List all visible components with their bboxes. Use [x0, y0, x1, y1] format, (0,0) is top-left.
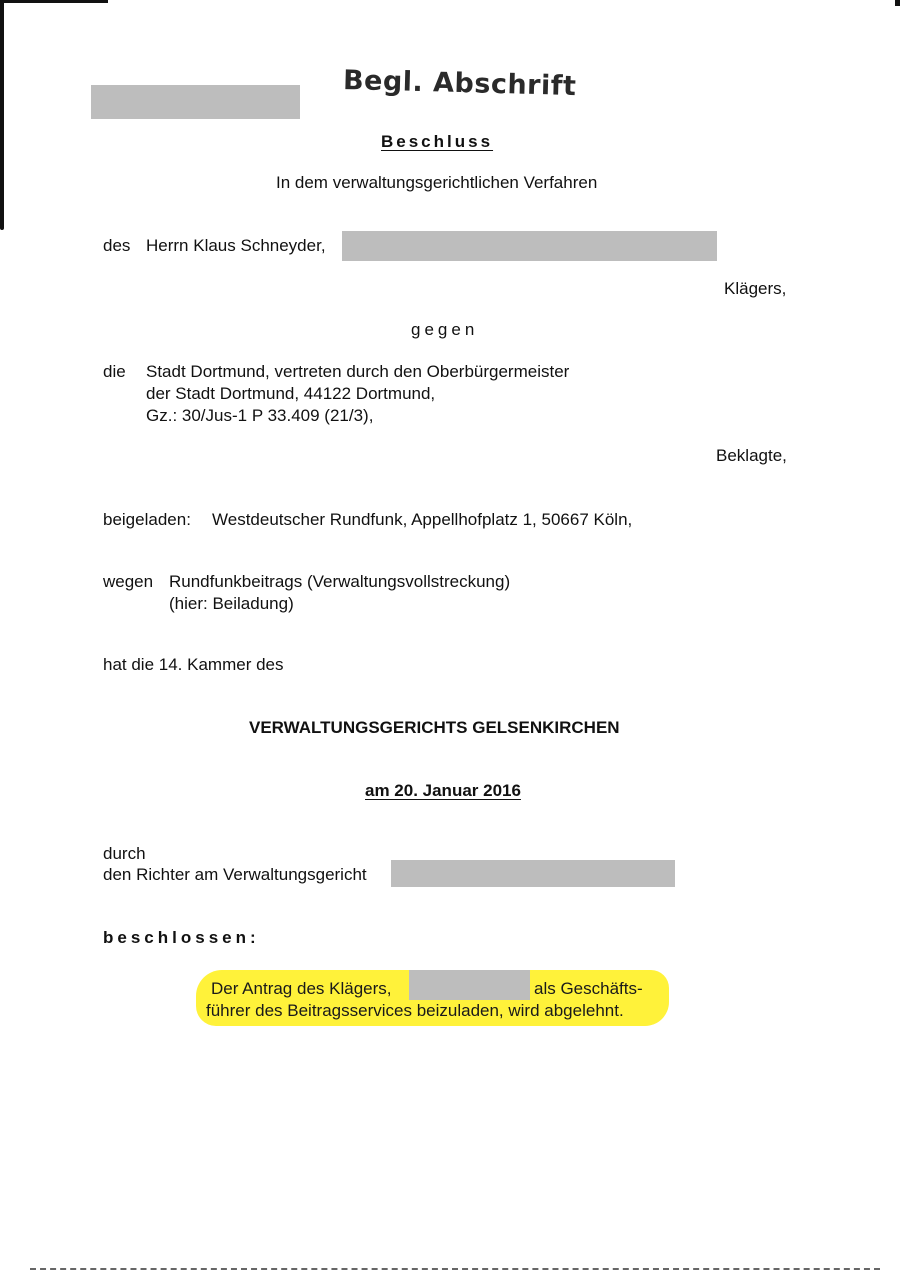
versus-text: gegen: [411, 320, 479, 339]
redacted-ruling-name: [409, 970, 530, 1000]
ruling-part-1: Der Antrag des Klägers,: [211, 979, 392, 998]
decided-heading: beschlossen:: [103, 928, 260, 947]
defendant-prefix: die: [103, 362, 126, 381]
court-name: VERWALTUNGSGERICHTS GELSENKIRCHEN: [249, 718, 620, 737]
intro-text: In dem verwaltungsgerichtlichen Verfahren: [276, 173, 598, 192]
subject-label: wegen: [103, 572, 154, 591]
defendant-line-2: der Stadt Dortmund, 44122 Dortmund,: [146, 384, 436, 403]
defendant-role: Beklagte,: [716, 446, 787, 465]
scan-edge-corner: [895, 0, 900, 6]
document-title: Beschluss: [381, 132, 494, 151]
judge-line-1: durch: [103, 844, 146, 863]
joined-party-value: Westdeutscher Rundfunk, Appellhofplatz 1, 50667 Köln,: [212, 510, 633, 529]
scan-edge-left: [0, 0, 4, 230]
joined-party-label: beigeladen:: [103, 510, 191, 529]
redacted-plaintiff-address: [342, 231, 717, 261]
decision-date: am 20. Januar 2016: [365, 781, 521, 800]
judge-line-2: den Richter am Verwaltungsgericht: [103, 865, 367, 884]
ruling-line-2: führer des Beitragsservices beizuladen, wird abgelehnt.: [206, 1001, 624, 1020]
subject-line-2: (hier: Beiladung): [169, 594, 294, 613]
scan-edge-top: [0, 0, 108, 3]
ruling-part-2: als Geschäfts-: [534, 979, 643, 998]
chamber-text: hat die 14. Kammer des: [103, 655, 284, 674]
defendant-line-3: Gz.: 30/Jus-1 P 33.409 (21/3),: [146, 406, 374, 425]
redacted-header-block: [91, 85, 300, 119]
certified-copy-stamp: Begl. Abschrift: [342, 64, 577, 103]
defendant-line-1: Stadt Dortmund, vertreten durch den Oberbürgermeister: [146, 362, 570, 381]
plaintiff-prefix: des: [103, 236, 131, 255]
redacted-judge-name: [391, 860, 675, 887]
subject-line-1: Rundfunkbeitrags (Verwaltungsvollstreckung): [169, 572, 511, 591]
plaintiff-name: Herrn Klaus Schneyder,: [146, 236, 326, 255]
plaintiff-role: Klägers,: [724, 279, 787, 298]
scan-edge-bottom: [30, 1268, 880, 1270]
